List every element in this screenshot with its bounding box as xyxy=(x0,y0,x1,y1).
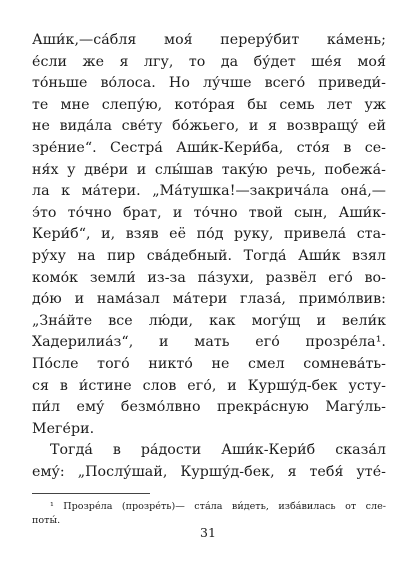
text-line: зре́ние“. Сестра́ Аши́к-Кери́ба, сто́я в се- xyxy=(32,139,386,156)
text-line: ла к ма́тери. „Ма́тушка!—закрича́ла она́,— xyxy=(32,183,386,200)
text-line: е́сли же я лгу, то да бу́дет ше́я моя́ xyxy=(32,53,386,70)
text-line: ему́: „Послу́шай, Куршу́д-бек, я тебя́ уте́- xyxy=(32,463,386,480)
text-line: то́ньше во́лоса. Но лу́чше всего́ приведи́- xyxy=(32,75,386,92)
text-line: ня́х у две́ри и слы́шав таку́ю речь, побежа́- xyxy=(32,161,386,178)
text-line: Тогда́ в ра́дости Аши́к-Кери́б сказа́л xyxy=(50,442,386,459)
text-line: Хадерилиа́з“, и мать его́ прозре́ла¹. xyxy=(32,334,386,351)
footnote-divider xyxy=(32,493,150,494)
text-line: э́то то́чно брат, и то́чно твой сын, Аши́к- xyxy=(32,204,386,221)
main-text xyxy=(32,30,386,483)
text-line: „Зна́йте все лю́ди, как могу́щ и вели́к xyxy=(32,312,386,329)
text-line: те мне слепу́ю, кото́рая бы семь лет уж xyxy=(32,96,386,113)
text-line: По́сле того́ никто́ не смел сомнева́ть- xyxy=(32,355,386,372)
footnote xyxy=(32,500,386,527)
text-line: Меге́ри. xyxy=(32,420,95,437)
book-page xyxy=(32,30,386,527)
text-line: ся в и́стине слов его́, и Куршу́д-бек усту- xyxy=(32,377,386,394)
footnote-line: поты́. xyxy=(32,514,61,526)
text-line: до́ю и нама́зал ма́тери глаза́, примо́лвив: xyxy=(32,291,386,308)
text-line: пи́л ему́ безмо́лвно прекра́сную Магу́ль- xyxy=(32,399,386,416)
page-number: 31 xyxy=(200,525,216,540)
text-line: Аши́к,—са́бля моя́ переру́бит ка́мень; xyxy=(32,32,386,48)
text-line: Кери́б“, и, взяв её по́д руку, привела́ ста- xyxy=(32,226,386,243)
footnote-line: ¹ Прозре́ла (прозре́ть)— ста́ла ви́деть, изба́вилась от сле- xyxy=(50,501,386,513)
text-line: ру́ху на пир сва́дебный. Тогда́ Аши́к взял xyxy=(32,247,386,264)
text-line: комо́к земли́ из-за па́зухи, развёл его́ во- xyxy=(32,269,386,286)
text-line: не вида́ла све́ту бо́жьего, и я возвращу́ ей xyxy=(32,118,386,135)
